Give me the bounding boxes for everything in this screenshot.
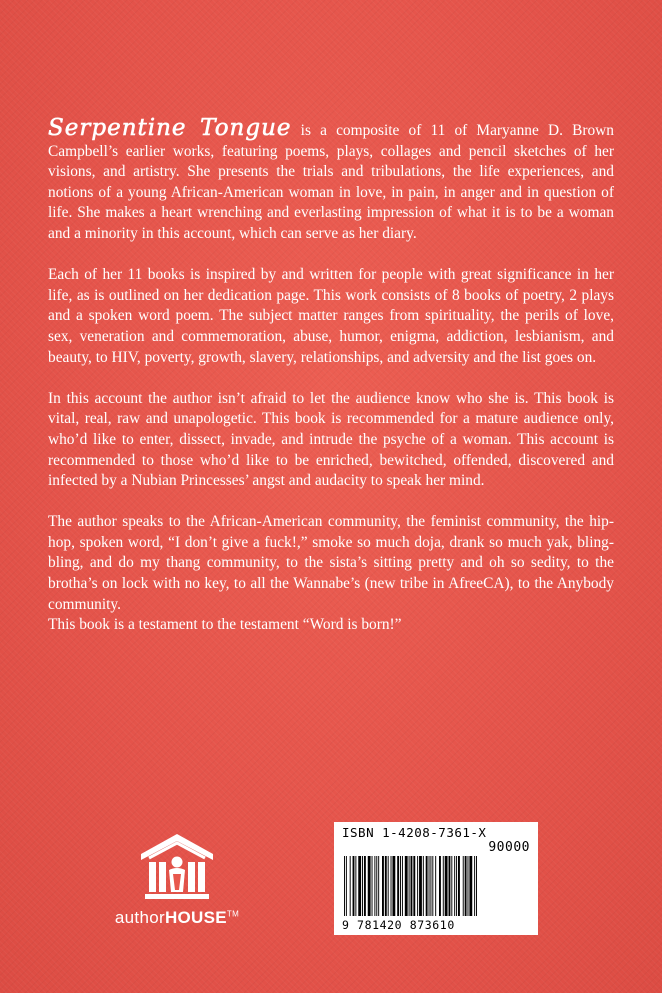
blurb-paragraph-2: Each of her 11 books is inspired by and written for people with great significance in her life, as is outlined on her dedication page. This work consists of 8 books of poetry, 2 plays and a spoken word poem. The subject matter ranges from spirituality, the perils of love, sex, veneration and commemoration, abuse, humor, enigma, addiction, lesbianism, and beauty, to HIV, poverty, growth, slavery, relationships, and adversity and the list goes on.: [48, 266, 614, 366]
blurb-paragraph-4: The author speaks to the African-American community, the feminist community, the hip-hop, spoken word, “I don’t give a fuck!,” smoke so much doja, drank so much yak, bling-bling, and do my thang community, to the sista’s sitting pretty and oh so sedity, to the brotha’s on lock with no key, to all the Wannabe’s (new tribe in AfreeCA), to the Anybody community.: [48, 513, 614, 613]
publisher-logo: [104, 828, 250, 936]
blurb-paragraph-1-text: is a composite of 11 of Maryanne D. Brown Campbell’s earlier works, featuring poems, plays, collages and pencil sketches of her visions, and artistry. She presents the trials and tribulations, the life experiences, and notions of a young African-American woman in love, in pain, in anger and in question of life. She makes a heart wrenching and everlasting impression of what it is to be a woman and a minority in this account, which can serve as her diary.: [48, 122, 614, 242]
publisher-name: authorHOUSE™: [114, 908, 240, 927]
blurb-paragraph-3: In this account the author isn’t afraid to let the audience know who she is. This book is vital, real, raw and unapologetic. This book is recommended for a mature audience only, who’d like to enter, dissect, invade, and intrude the psyche of a woman. This account is recommended to those who’d like to be enriched, bewitched, offended, discovered and infected by a Nubian Princesses’ angst and audacity to speak her mind.: [48, 389, 614, 490]
back-cover-blurb: [48, 115, 614, 636]
authorhouse-logo-icon: [137, 828, 217, 904]
isbn-barcode: [334, 822, 538, 935]
isbn-number: ISBN 1-4208-7361-X: [342, 825, 487, 840]
barcode-bars: [342, 856, 530, 916]
blurb-paragraph-5: This book is a testament to the testament “Word is born!”: [48, 616, 402, 634]
barcode-digits: 9 781420 873610: [342, 918, 455, 932]
book-title: Serpentine Tongue: [48, 115, 292, 141]
blurb-paragraph-1: [48, 115, 614, 245]
price-code: 90000: [488, 840, 530, 855]
